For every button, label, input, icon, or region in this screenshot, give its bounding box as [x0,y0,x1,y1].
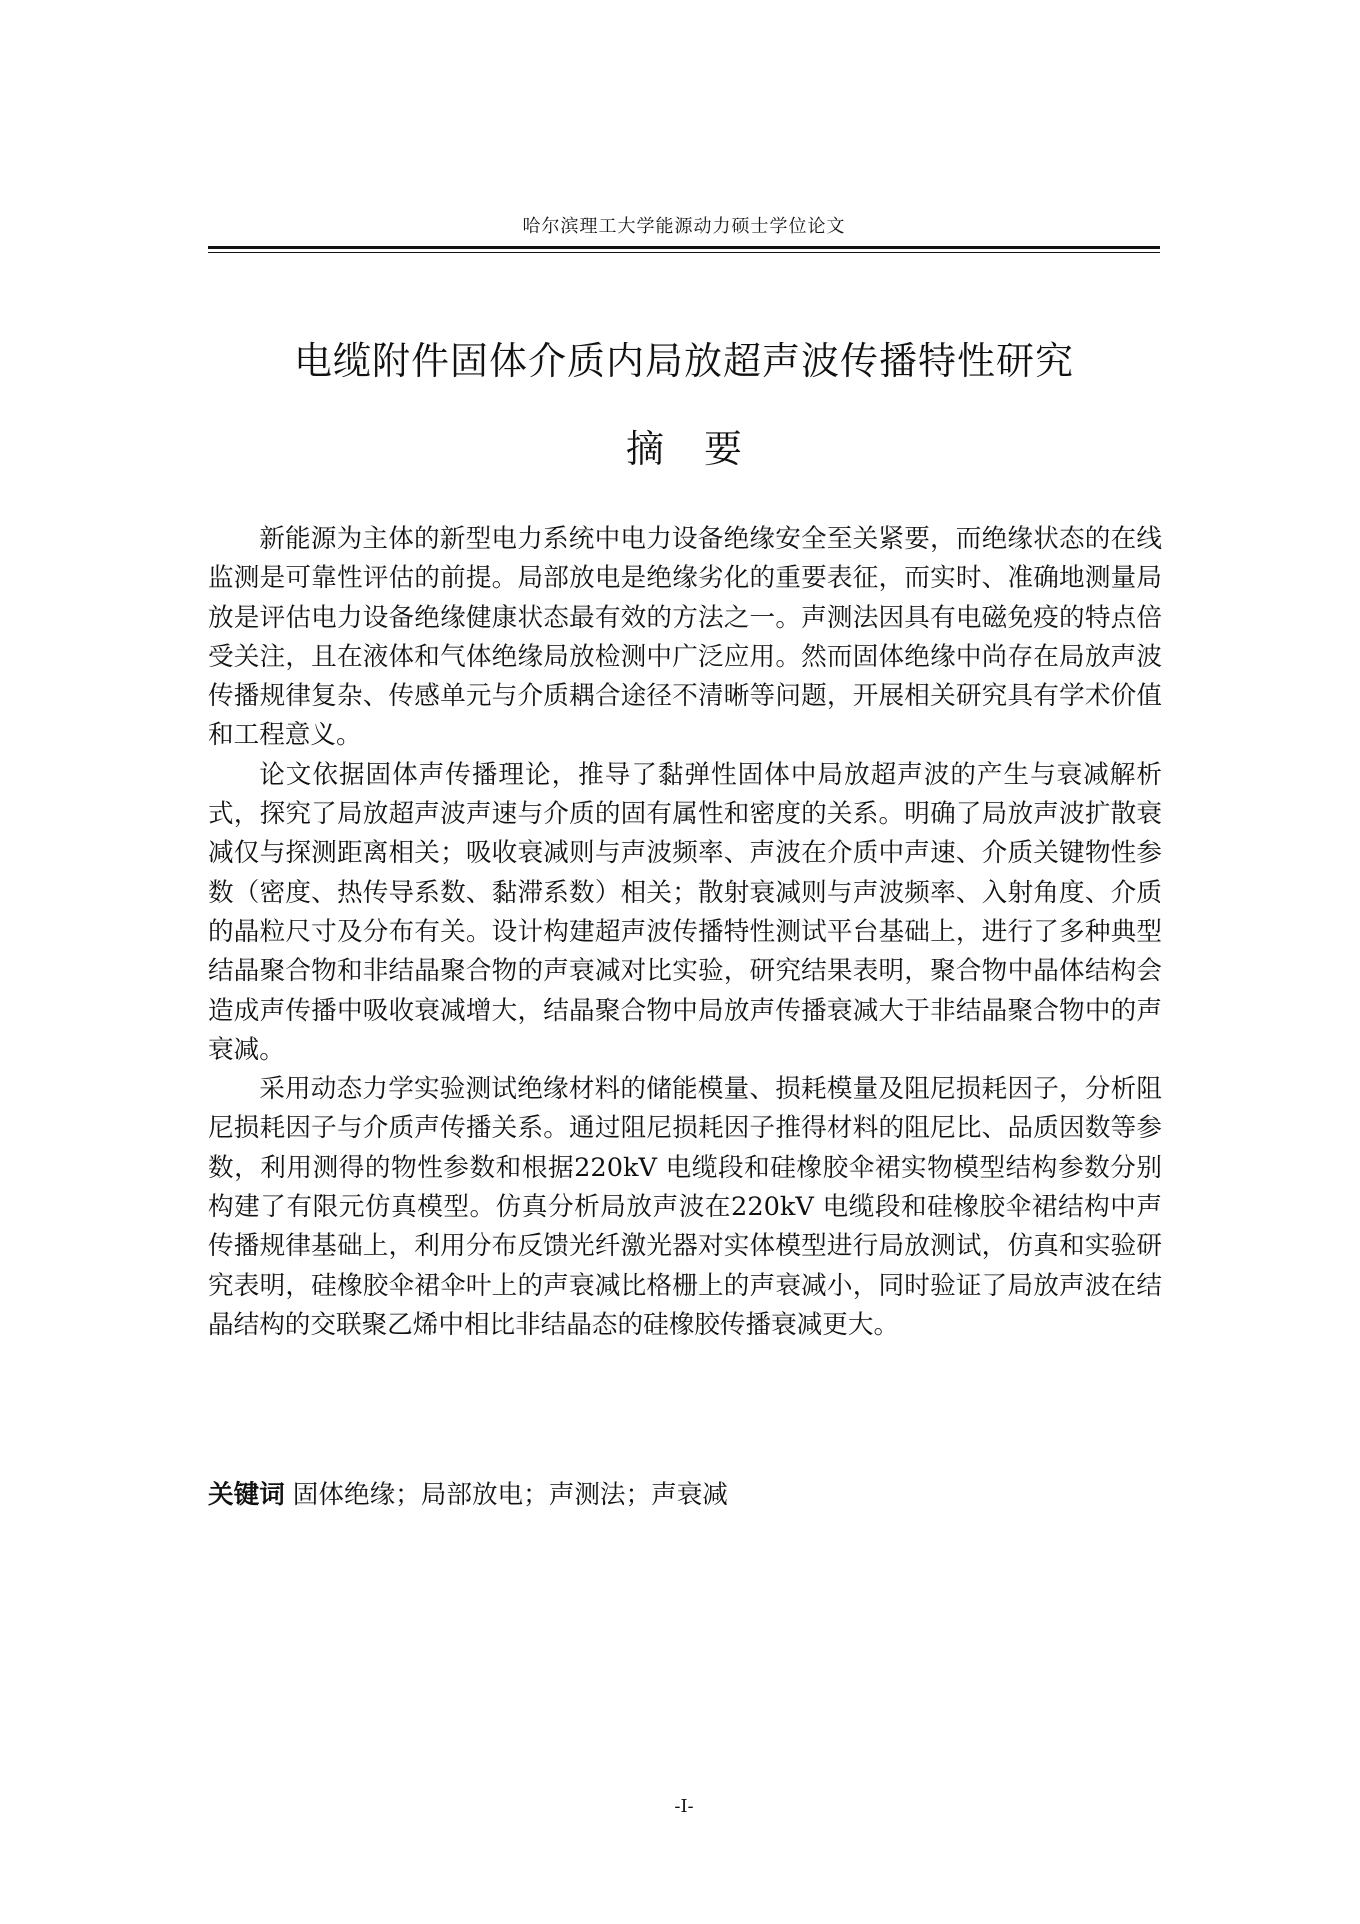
page-number: -I- [674,1796,694,1817]
abstract-body [208,520,1162,1345]
keywords-text: 固体绝缘；局部放电；声测法；声衰减 [292,1480,728,1510]
header-rule-thick [208,246,1160,249]
thesis-title: 电缆附件固体介质内局放超声波传播特性研究 [293,339,1074,383]
keywords-line [208,1476,1162,1515]
header-rule-thin [208,252,1160,253]
running-header: 哈尔滨理工大学能源动力硕士学位论文 [522,216,846,237]
abstract-heading: 摘要 [625,427,782,471]
keywords-label: 关键词 [208,1480,285,1510]
abstract-paragraph-1: 新能源为主体的新型电力系统中电力设备绝缘安全至关紧要，而绝缘状态的在线监测是可靠性评估的前提。局部放电是绝缘劣化的重要表征，而实时、准确地测量局放是评估电力设备绝缘健康状态最有效的方法之一。声测法因具有电磁免疫的特点倍受关注，且在液体和气体绝缘局放检测中广泛应用。然而固体绝缘中尚存在局放声波传播规律复杂、传感单元与介质耦合途径不清晰等问题，开展相关研究具有学术价值和工程意义。 [208,524,1162,751]
abstract-paragraph-3: 采用动态力学实验测试绝缘材料的储能模量、损耗模量及阻尼损耗因子，分析阻尼损耗因子与介质声传播关系。通过阻尼损耗因子推得材料的阻尼比、品质因数等参数，利用测得的物性参数和根据220kV 电缆段和硅橡胶伞裙实物模型结构参数分别构建了有限元仿真模型。仿真分析局放声波在220kV 电缆段和硅橡胶伞裙结构中声传播规律基础上，利用分布反馈光纤激光器对实体模型进行局放测试，仿真和实验研究表明，硅橡胶伞裙伞叶上的声衰减比格栅上的声衰减小，同时验证了局放声波在结晶结构的交联聚乙烯中相比非结晶态的硅橡胶传播衰减更大。 [208,1074,1162,1340]
abstract-paragraph-2: 论文依据固体声传播理论，推导了黏弹性固体中局放超声波的产生与衰减解析式，探究了局放超声波声速与介质的固有属性和密度的关系。明确了局放声波扩散衰减仅与探测距离相关；吸收衰减则与声波频率、声波在介质中声速、介质关键物性参数（密度、热传导系数、黏滞系数）相关；散射衰减则与声波频率、入射角度、介质的晶粒尺寸及分布有关。设计构建超声波传播特性测试平台基础上，进行了多种典型结晶聚合物和非结晶聚合物的声衰减对比实验，研究结果表明，聚合物中晶体结构会造成声传播中吸收衰减增大，结晶聚合物中局放声传播衰减大于非结晶聚合物中的声衰减。 [208,759,1162,1065]
